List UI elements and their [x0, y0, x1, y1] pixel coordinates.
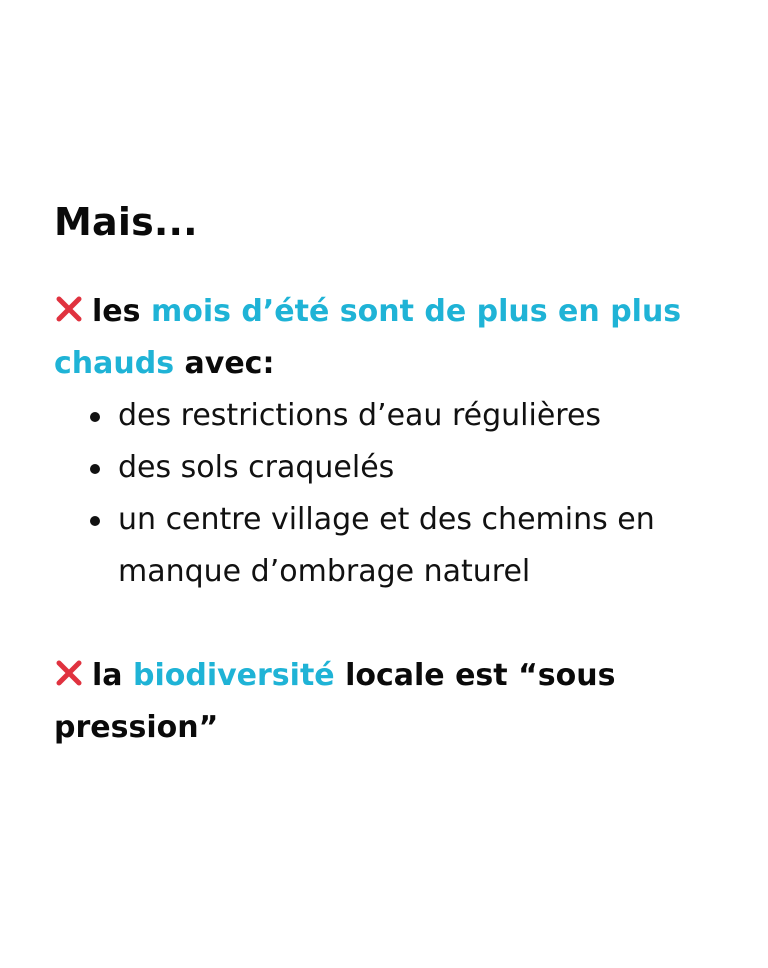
- bullet-dot: [90, 464, 100, 474]
- cross-mark-icon: [54, 653, 84, 683]
- point-highlight: mois d’été sont de plus en plus chauds: [54, 293, 682, 381]
- point-trail: locale est “sous pression”: [54, 657, 616, 745]
- page-title: Mais...: [54, 200, 198, 244]
- point-biodiversity: [54, 650, 734, 754]
- list-item-text: un centre village et des chemins en manque d’ombrage naturel: [118, 501, 655, 589]
- point-highlight: biodiversité: [132, 657, 335, 693]
- slide-content: [54, 200, 734, 754]
- list-item-text: des restrictions d’eau régulières: [118, 397, 602, 433]
- bullet-dot: [90, 516, 100, 526]
- point-summer-heat: [54, 286, 734, 390]
- point-lead: les: [92, 293, 141, 329]
- list-item: [88, 494, 734, 598]
- point-lead: la: [92, 657, 123, 693]
- bullet-list: [54, 390, 734, 598]
- list-item: [88, 442, 734, 494]
- spacer: [54, 598, 734, 650]
- bullet-dot: [90, 412, 100, 422]
- list-item: [88, 390, 734, 442]
- cross-mark-icon: [54, 289, 84, 319]
- point-trail: avec:: [184, 345, 275, 381]
- list-item-text: des sols craquelés: [118, 449, 395, 485]
